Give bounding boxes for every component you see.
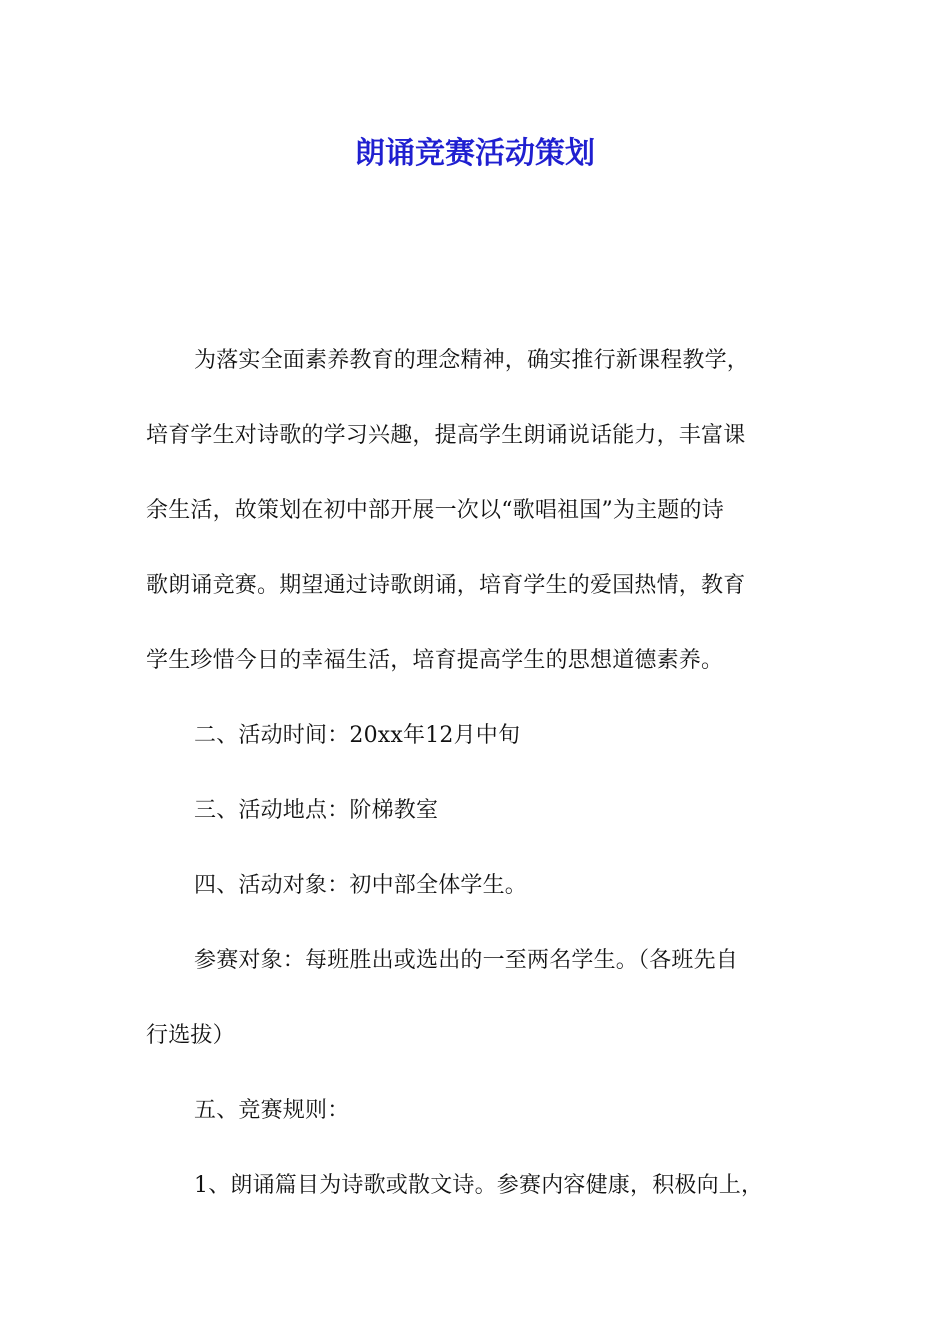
intro-line: 学生珍惜今日的幸福生活，培育提高学生的思想道德素养。: [146, 648, 724, 673]
document-title: 朗诵竞赛活动策划: [355, 136, 595, 171]
participants-line: 参赛对象：每班胜出或选出的一至两名学生。（各班先自: [194, 948, 739, 973]
intro-line: 余生活，故策划在初中部开展一次以“歌唱祖国”为主题的诗: [146, 498, 724, 523]
rules-heading: 五、竞赛规则：: [194, 1098, 350, 1123]
activity-audience: 四、活动对象：初中部全体学生。: [194, 873, 528, 898]
intro-line: 为落实全面素养教育的理念精神，确实推行新课程教学，: [194, 348, 750, 373]
participants-line: 行选拔）: [146, 1023, 235, 1048]
intro-line: 培育学生对诗歌的学习兴趣，提高学生朗诵说话能力，丰富课: [146, 423, 746, 448]
activity-place: 三、活动地点：阶梯教室: [194, 798, 439, 823]
activity-time: 二、活动时间：20xx年12月中旬: [194, 723, 521, 748]
rule-1: 1、朗诵篇目为诗歌或散文诗。参赛内容健康，积极向上，: [194, 1173, 764, 1198]
intro-line: 歌朗诵竞赛。期望通过诗歌朗诵，培育学生的爱国热情，教育: [146, 573, 746, 598]
